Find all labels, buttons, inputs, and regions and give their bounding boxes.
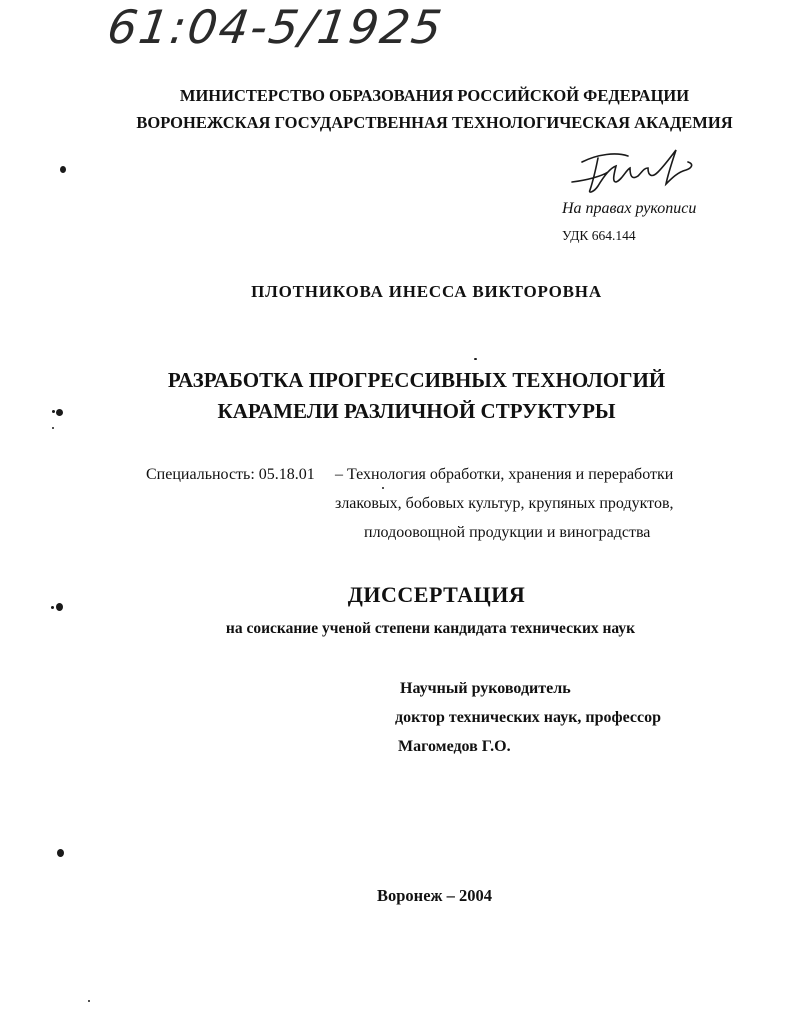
supervisor-name: Магомедов Г.О. bbox=[398, 738, 511, 755]
scan-dot bbox=[56, 409, 63, 416]
scan-dot bbox=[57, 849, 64, 857]
handwritten-archive-number: 61:04-5/1925 bbox=[104, 0, 447, 54]
dissertation-title-line-1: РАЗРАБОТКА ПРОГРЕССИВНЫХ ТЕХНОЛОГИЙ bbox=[167, 368, 666, 392]
scan-dot bbox=[382, 487, 384, 489]
specialty-description-line-2: злаковых, бобовых культур, крупяных продуктов, bbox=[335, 495, 674, 512]
degree-sought: на соискание ученой степени кандидата технических наук bbox=[225, 620, 636, 637]
scan-dot bbox=[88, 1000, 90, 1002]
manuscript-rights-label: На правах рукописи bbox=[562, 200, 697, 217]
supervisor-label: Научный руководитель bbox=[400, 680, 571, 697]
scan-dot bbox=[51, 606, 54, 609]
author-name: ПЛОТНИКОВА ИНЕССА ВИКТОРОВНА bbox=[251, 282, 602, 301]
specialty-code: Специальность: 05.18.01 bbox=[146, 466, 315, 483]
ministry-heading: МИНИСТЕРСТВО ОБРАЗОВАНИЯ РОССИЙСКОЙ ФЕДЕРАЦИИ bbox=[179, 86, 690, 105]
specialty-description-line-3: плодоовощной продукции и виноградства bbox=[364, 524, 651, 541]
city-year: Воронеж – 2004 bbox=[377, 886, 492, 905]
document-type-heading: ДИССЕРТАЦИЯ bbox=[347, 582, 526, 607]
scan-dot bbox=[52, 427, 54, 429]
scan-dot bbox=[52, 410, 55, 413]
dissertation-title-line-2: КАРАМЕЛИ РАЗЛИЧНОЙ СТРУКТУРЫ bbox=[217, 399, 616, 423]
scan-dot bbox=[56, 603, 63, 611]
scan-dot bbox=[474, 358, 477, 360]
specialty-description-line-1: – Технология обработки, хранения и переработки bbox=[335, 466, 674, 483]
signature-icon bbox=[568, 142, 706, 200]
academy-heading: ВОРОНЕЖСКАЯ ГОСУДАРСТВЕННАЯ ТЕХНОЛОГИЧЕСКАЯ АКАДЕМИЯ bbox=[136, 113, 733, 132]
udc-code: УДК 664.144 bbox=[562, 228, 636, 243]
supervisor-degree: доктор технических наук, профессор bbox=[395, 709, 662, 726]
scan-dot bbox=[60, 166, 66, 173]
